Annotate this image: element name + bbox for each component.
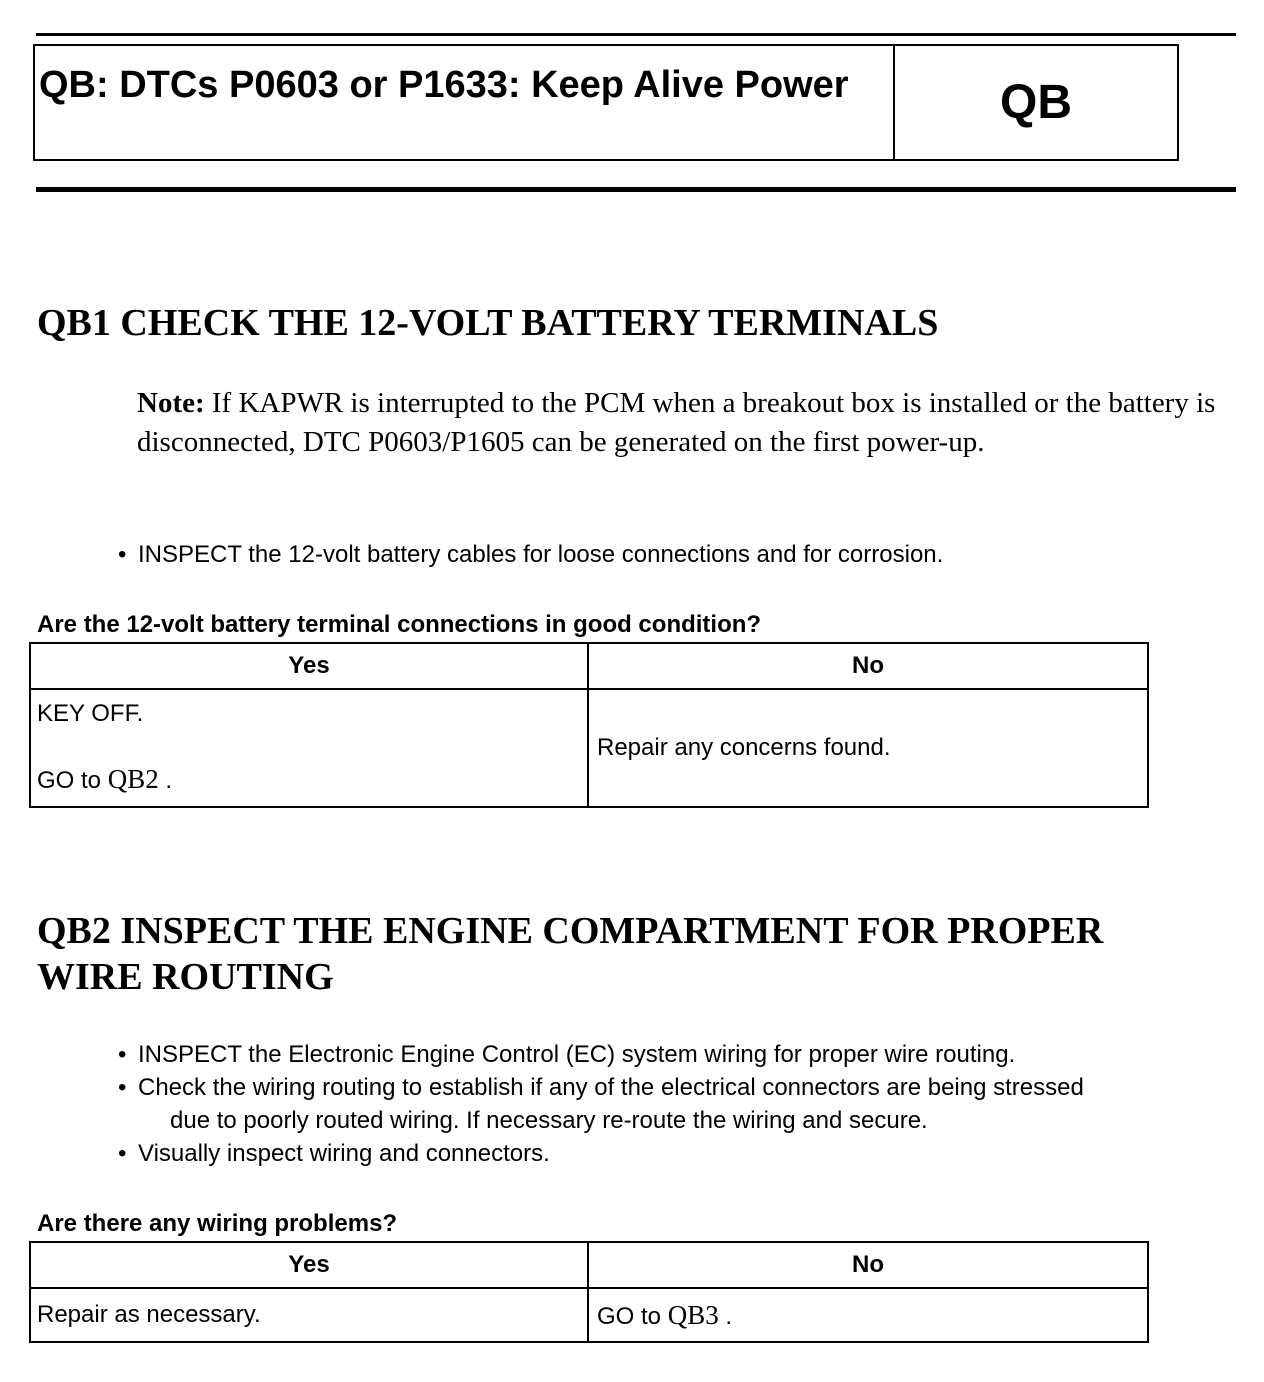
no-text: Repair any concerns found. <box>597 734 891 761</box>
yes-header: Yes <box>30 1242 588 1288</box>
yes-cell <box>30 1288 588 1342</box>
question-qb1: Are the 12-volt battery terminal connections in good condition? <box>37 611 762 638</box>
no-header: No <box>588 1242 1148 1288</box>
yes-header: Yes <box>30 643 588 689</box>
bullet-icon: • <box>118 1074 127 1101</box>
yes-text: Repair as necessary. <box>37 1301 261 1328</box>
no-cell <box>588 689 1148 807</box>
go-to-label: GO to <box>37 767 102 794</box>
note-text: If KAPWR is interrupted to the PCM when a breakout box is installed or the battery is disconnected, DTC P0603/P1605 can be generated on the first power-up. <box>137 387 1216 458</box>
list-item <box>118 1137 1248 1170</box>
yes-line-2 <box>37 764 172 795</box>
step-heading-qb1: QB1 CHECK THE 12-VOLT BATTERY TERMINALS <box>37 302 939 344</box>
step-link-qb2[interactable]: QB2 <box>107 764 159 794</box>
period: . <box>165 767 173 794</box>
qb1-bullet-list <box>118 538 1248 571</box>
go-to-label: GO to <box>597 1302 662 1330</box>
bullet-continuation: due to poorly routed wiring. If necessary re-route the wiring and secure. <box>170 1107 928 1134</box>
qb1-yes-no-table <box>29 642 1149 808</box>
bullet-icon: • <box>118 1041 127 1068</box>
yes-line-1: KEY OFF. <box>37 700 144 727</box>
yes-cell <box>30 689 588 807</box>
section-code: QB <box>1000 76 1072 129</box>
title-box <box>33 44 1179 161</box>
step-link-qb3[interactable]: QB3 <box>667 1299 719 1330</box>
bullet-text: INSPECT the 12-volt battery cables for loose connections and for corrosion. <box>138 541 944 568</box>
no-cell <box>588 1288 1148 1342</box>
list-item <box>118 1038 1248 1071</box>
list-item <box>118 538 1248 571</box>
no-header: No <box>588 643 1148 689</box>
qb2-bullet-list <box>118 1038 1248 1170</box>
bullet-text: Check the wiring routing to establish if any of the electrical connectors are being stressed <box>138 1074 1084 1101</box>
question-qb2: Are there any wiring problems? <box>37 1210 398 1237</box>
bullet-icon: • <box>118 1140 127 1167</box>
page-title: QB: DTCs P0603 or P1633: Keep Alive Power <box>39 64 849 106</box>
period: . <box>725 1302 733 1330</box>
note-block <box>137 384 1217 462</box>
title-bottom-rule <box>36 187 1236 192</box>
bullet-text: Visually inspect wiring and connectors. <box>138 1140 550 1167</box>
step-heading-qb2: QB2 INSPECT THE ENGINE COMPARTMENT FOR PROPER WIRE ROUTING <box>37 910 1104 998</box>
list-item <box>118 1071 1248 1137</box>
qb2-yes-no-table <box>29 1241 1149 1343</box>
top-rule <box>36 33 1236 36</box>
note-label: Note: <box>137 387 205 419</box>
bullet-text: INSPECT the Electronic Engine Control (EC) system wiring for proper wire routing. <box>138 1041 1016 1068</box>
bullet-icon: • <box>118 541 127 568</box>
